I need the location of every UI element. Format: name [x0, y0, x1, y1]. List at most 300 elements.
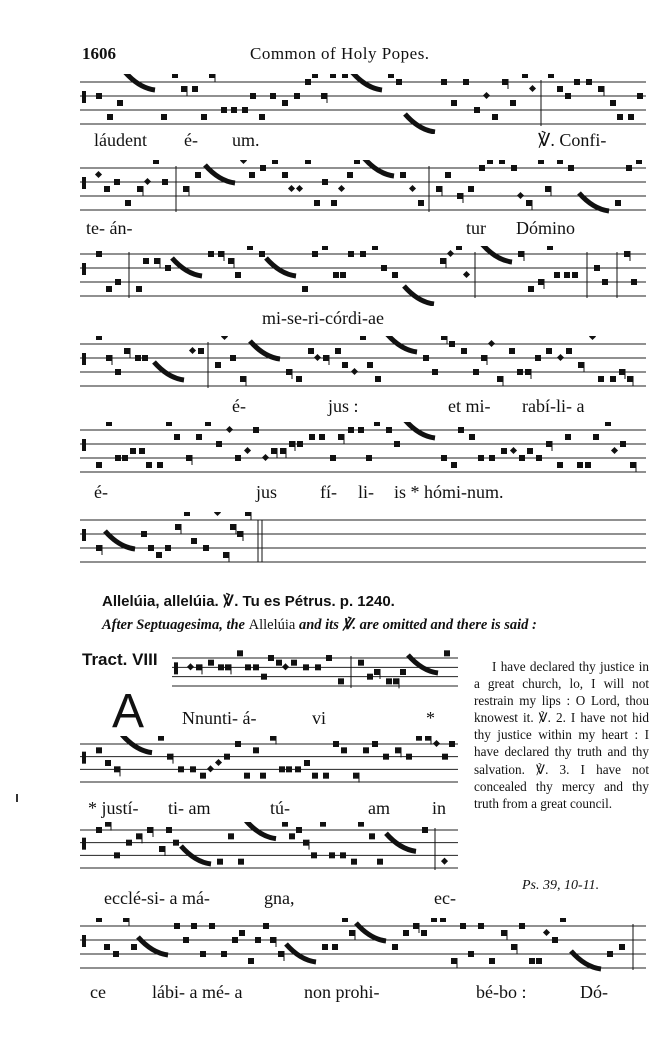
neume: [458, 427, 464, 433]
rhombus-note: [517, 192, 524, 199]
neume: [224, 754, 230, 760]
neume: [342, 918, 348, 922]
neume: [593, 434, 599, 440]
margin-mark: [16, 794, 18, 802]
neume: [297, 441, 303, 447]
neume: [479, 165, 485, 171]
neume: [201, 114, 207, 120]
neume: [96, 827, 102, 833]
rhombus-note: [189, 347, 196, 354]
neume: [565, 434, 571, 440]
syllable: rabí-li- a: [522, 396, 585, 416]
neume: [342, 74, 348, 78]
neume: [105, 822, 111, 827]
neume: [154, 258, 160, 264]
neume: [615, 200, 621, 206]
neume: [568, 165, 574, 171]
neume: [146, 462, 152, 468]
neume: [302, 286, 308, 292]
neume: [165, 545, 171, 551]
neume: [360, 251, 366, 257]
neume: [253, 664, 259, 670]
neume: [451, 958, 457, 964]
syllable: et mi-: [448, 396, 491, 416]
staff-5: [80, 422, 646, 482]
neume: [636, 160, 642, 164]
neume: [250, 93, 256, 99]
neume: [259, 251, 265, 257]
syllable: jus :: [328, 396, 359, 416]
neume: [295, 766, 301, 772]
neume: [289, 441, 295, 447]
neume: [535, 355, 541, 361]
neume: [348, 251, 354, 257]
neume: [552, 937, 558, 943]
neume: [228, 258, 234, 264]
neume: [620, 441, 626, 447]
neume: [167, 754, 173, 760]
neume: [388, 74, 394, 78]
neume: [418, 200, 424, 206]
neume: [626, 165, 632, 171]
neume: [260, 773, 266, 779]
syllable: fí-: [320, 482, 337, 502]
neume: [602, 279, 608, 285]
rhombus-note: [338, 185, 345, 192]
neume: [351, 859, 357, 865]
syllable: non prohi-: [304, 982, 380, 1002]
psalm-citation: Ps. 39, 10-11.: [522, 878, 600, 893]
neume: [413, 923, 419, 929]
clef: [174, 662, 178, 674]
neume: [181, 86, 187, 92]
neume: [308, 348, 314, 354]
syllable: lábi- a mé- a: [152, 982, 243, 1002]
neume: [330, 455, 336, 461]
neume: [191, 538, 197, 544]
syllable: *: [426, 708, 435, 728]
neume: [557, 462, 563, 468]
neume: [322, 944, 328, 950]
neume: [249, 172, 255, 178]
staff-1: [80, 74, 646, 134]
neume: [367, 362, 373, 368]
neume: [451, 100, 457, 106]
neume: [374, 669, 380, 675]
neume: [195, 172, 201, 178]
neume: [461, 348, 467, 354]
clef: [82, 752, 86, 764]
neume: [538, 160, 544, 164]
lyric-line-2: [80, 218, 646, 242]
rhombus-note: [262, 454, 269, 461]
neume: [114, 179, 120, 185]
neume: [469, 434, 475, 440]
neume: [319, 434, 325, 440]
neume: [565, 93, 571, 99]
neume: [546, 348, 552, 354]
syllable: Nnunti- á-: [182, 708, 257, 728]
syllable: mi-se-ri-córdi-ae: [262, 308, 384, 328]
neume: [372, 246, 378, 250]
neume: [445, 172, 451, 178]
neume: [228, 833, 234, 839]
neume: [203, 545, 209, 551]
neume: [175, 524, 181, 530]
neume: [501, 930, 507, 936]
neume: [126, 840, 132, 846]
clef: [82, 177, 86, 189]
tract-lyric-1: [172, 708, 462, 732]
syllable: in: [432, 798, 447, 818]
staff-4: [80, 336, 646, 396]
neume: [289, 833, 295, 839]
rhombus-note: [351, 368, 358, 375]
neume: [436, 186, 442, 192]
neume: [122, 455, 128, 461]
neume: [148, 545, 154, 551]
ligature: [266, 258, 296, 276]
staff-last: [80, 918, 646, 978]
clef: [82, 838, 86, 850]
neume: [217, 859, 223, 865]
neume: [522, 74, 528, 78]
syllable: vi: [312, 708, 327, 728]
syllable: li-: [358, 482, 374, 502]
neume: [208, 660, 214, 666]
neume: [432, 369, 438, 375]
neume: [381, 265, 387, 271]
neume: [296, 376, 302, 382]
neume: [451, 462, 457, 468]
neume: [270, 736, 276, 741]
neume: [421, 930, 427, 936]
clef: [82, 439, 86, 451]
neume: [221, 107, 227, 113]
neume: [96, 747, 102, 753]
neume: [286, 369, 292, 375]
rhombus-note: [543, 929, 550, 936]
neume: [511, 165, 517, 171]
syllable: ce: [90, 982, 106, 1002]
drop-cap-initial: A: [112, 685, 145, 738]
neume: [598, 86, 604, 92]
neume: [172, 74, 178, 78]
neume: [157, 462, 163, 468]
rhombus-note: [488, 340, 495, 347]
tract-lyric-2: [80, 798, 470, 822]
neume: [131, 944, 137, 950]
neume: [223, 552, 229, 558]
neume: [205, 422, 211, 426]
rhombus-note: [288, 185, 295, 192]
neume: [367, 674, 373, 680]
neume: [113, 951, 119, 957]
neume: [536, 455, 542, 461]
neume: [431, 918, 437, 922]
neume: [117, 100, 123, 106]
neume: [166, 827, 172, 833]
neume: [271, 448, 277, 454]
rhombus-note: [409, 185, 416, 192]
neume: [545, 186, 551, 192]
neume: [322, 246, 328, 250]
neume: [526, 200, 532, 206]
neume: [460, 923, 466, 929]
neume: [322, 179, 328, 185]
neume: [186, 455, 192, 461]
neume: [261, 674, 267, 680]
neume: [330, 74, 336, 78]
neume: [232, 937, 238, 943]
neume: [347, 172, 353, 178]
neume: [104, 186, 110, 192]
neume: [442, 754, 448, 760]
ligature: [404, 286, 434, 304]
rhombus-note: [144, 178, 151, 185]
septuagesima-instruction: [102, 617, 537, 634]
neume: [124, 348, 130, 354]
syllable: tur: [466, 218, 486, 238]
syllable: é-: [94, 482, 108, 502]
neume: [457, 193, 463, 199]
instruction-italic: and its ℣. are omitted and there is said :: [295, 617, 537, 633]
neume: [303, 840, 309, 846]
tract-staff-3: [80, 822, 458, 878]
neume: [554, 272, 560, 278]
rhombus-note: [483, 92, 490, 99]
neume: [141, 531, 147, 537]
neume: [627, 376, 633, 382]
neume: [123, 918, 129, 922]
staff-6: [80, 512, 646, 572]
neume: [527, 448, 533, 454]
neume: [557, 86, 563, 92]
neume: [107, 114, 113, 120]
lyric-line-4: [80, 396, 646, 420]
neume: [497, 376, 503, 382]
neume: [173, 840, 179, 846]
neume: [416, 736, 422, 741]
neume: [557, 160, 563, 164]
neume: [487, 160, 493, 164]
neume: [607, 951, 613, 957]
neume: [440, 918, 446, 922]
neume: [245, 512, 251, 516]
neume: [440, 258, 446, 264]
neume: [96, 545, 102, 551]
neume: [394, 441, 400, 447]
neume: [184, 512, 190, 516]
neume: [244, 773, 250, 779]
clef: [82, 529, 86, 541]
syllable: * justí-: [88, 798, 139, 818]
neume: [610, 376, 616, 382]
neume: [135, 355, 141, 361]
neume: [528, 286, 534, 292]
neume: [502, 79, 508, 85]
neume: [162, 179, 168, 185]
neume: [422, 827, 428, 833]
neume: [481, 355, 487, 361]
neume: [331, 200, 337, 206]
neume: [425, 736, 431, 741]
neume: [478, 923, 484, 929]
neume: [546, 441, 552, 447]
neume: [270, 93, 276, 99]
ligature: [286, 944, 316, 962]
lyric-line-last: [80, 982, 646, 1006]
neume: [218, 251, 224, 257]
neume: [230, 524, 236, 530]
lyric-line-3: [80, 308, 646, 332]
neume: [309, 434, 315, 440]
neume: [158, 736, 164, 741]
tract-staff-1: [172, 650, 458, 696]
neume: [463, 79, 469, 85]
neume: [235, 741, 241, 747]
neume: [444, 650, 450, 656]
neume: [403, 930, 409, 936]
neume: [323, 355, 329, 361]
neume: [235, 272, 241, 278]
neume: [294, 93, 300, 99]
neume: [468, 186, 474, 192]
neume: [282, 172, 288, 178]
neume: [218, 664, 224, 670]
neume: [237, 531, 243, 537]
clef: [82, 935, 86, 947]
neume: [628, 114, 634, 120]
neume: [474, 107, 480, 113]
neume: [386, 427, 392, 433]
neume: [282, 822, 288, 827]
rhombus-note: [226, 426, 233, 433]
neume: [585, 462, 591, 468]
neume: [566, 348, 572, 354]
neume: [509, 348, 515, 354]
neume: [165, 265, 171, 271]
syllable: gna,: [264, 888, 295, 908]
neume: [456, 246, 462, 250]
neume: [142, 355, 148, 361]
rhombus-note: [433, 740, 440, 747]
neume: [192, 86, 198, 92]
neume: [519, 455, 525, 461]
rhombus-note: [296, 185, 303, 192]
neume: [473, 369, 479, 375]
neume: [374, 422, 380, 426]
neume: [377, 859, 383, 865]
neume: [263, 923, 269, 929]
neume: [239, 930, 245, 936]
neume: [305, 160, 311, 164]
rhombus-note: [214, 512, 221, 516]
neume: [156, 552, 162, 558]
neume: [312, 773, 318, 779]
neume: [276, 660, 282, 666]
neume: [279, 766, 285, 772]
tract-staff-2: [80, 736, 458, 792]
rhombus-note: [244, 447, 251, 454]
neume: [392, 944, 398, 950]
neume: [312, 74, 318, 78]
neume: [342, 362, 348, 368]
neume: [114, 852, 120, 858]
neume: [393, 678, 399, 684]
neume: [423, 355, 429, 361]
neume: [358, 660, 364, 666]
rhombus-note: [441, 858, 448, 865]
neume: [255, 937, 261, 943]
syllable: ec-: [434, 888, 456, 908]
neume: [441, 79, 447, 85]
neume: [303, 664, 309, 670]
neume: [353, 773, 359, 779]
neume: [248, 958, 254, 964]
neume: [321, 93, 327, 99]
syllable: te- án-: [86, 218, 133, 238]
neume: [332, 944, 338, 950]
neume: [519, 923, 525, 929]
neume: [115, 455, 121, 461]
neume: [174, 434, 180, 440]
rhombus-note: [557, 354, 564, 361]
neume: [340, 272, 346, 278]
neume: [136, 833, 142, 839]
neume: [333, 272, 339, 278]
neume: [468, 951, 474, 957]
staff-2: [80, 160, 646, 220]
neume: [190, 766, 196, 772]
syllable: um.: [232, 130, 260, 150]
neume: [312, 251, 318, 257]
rhombus-note: [589, 336, 596, 340]
neume: [253, 747, 259, 753]
neume: [106, 286, 112, 292]
syllable: ti- am: [168, 798, 211, 818]
neume: [259, 114, 265, 120]
neume: [209, 74, 215, 78]
staff-3: [80, 246, 646, 306]
neume: [280, 448, 286, 454]
neume: [449, 341, 455, 347]
neume: [230, 355, 236, 361]
rhombus-note: [611, 447, 618, 454]
neume: [115, 279, 121, 285]
neume: [178, 766, 184, 772]
neume: [631, 279, 637, 285]
neume: [396, 79, 402, 85]
neume: [517, 369, 523, 375]
syllable: láudent: [94, 130, 147, 150]
rhombus-note: [187, 663, 194, 670]
neume: [305, 79, 311, 85]
neume: [323, 773, 329, 779]
neume: [209, 923, 215, 929]
neume: [315, 664, 321, 670]
neume: [577, 462, 583, 468]
neume: [354, 160, 360, 164]
neume: [578, 362, 584, 368]
syllable: bé-bo :: [476, 982, 527, 1002]
lyric-line-5: [80, 482, 646, 506]
tract-lyric-3: [80, 888, 470, 912]
neume: [538, 279, 544, 285]
ligature: [154, 362, 184, 380]
neume: [96, 251, 102, 257]
tract-label: Tract. VIII: [82, 650, 158, 669]
